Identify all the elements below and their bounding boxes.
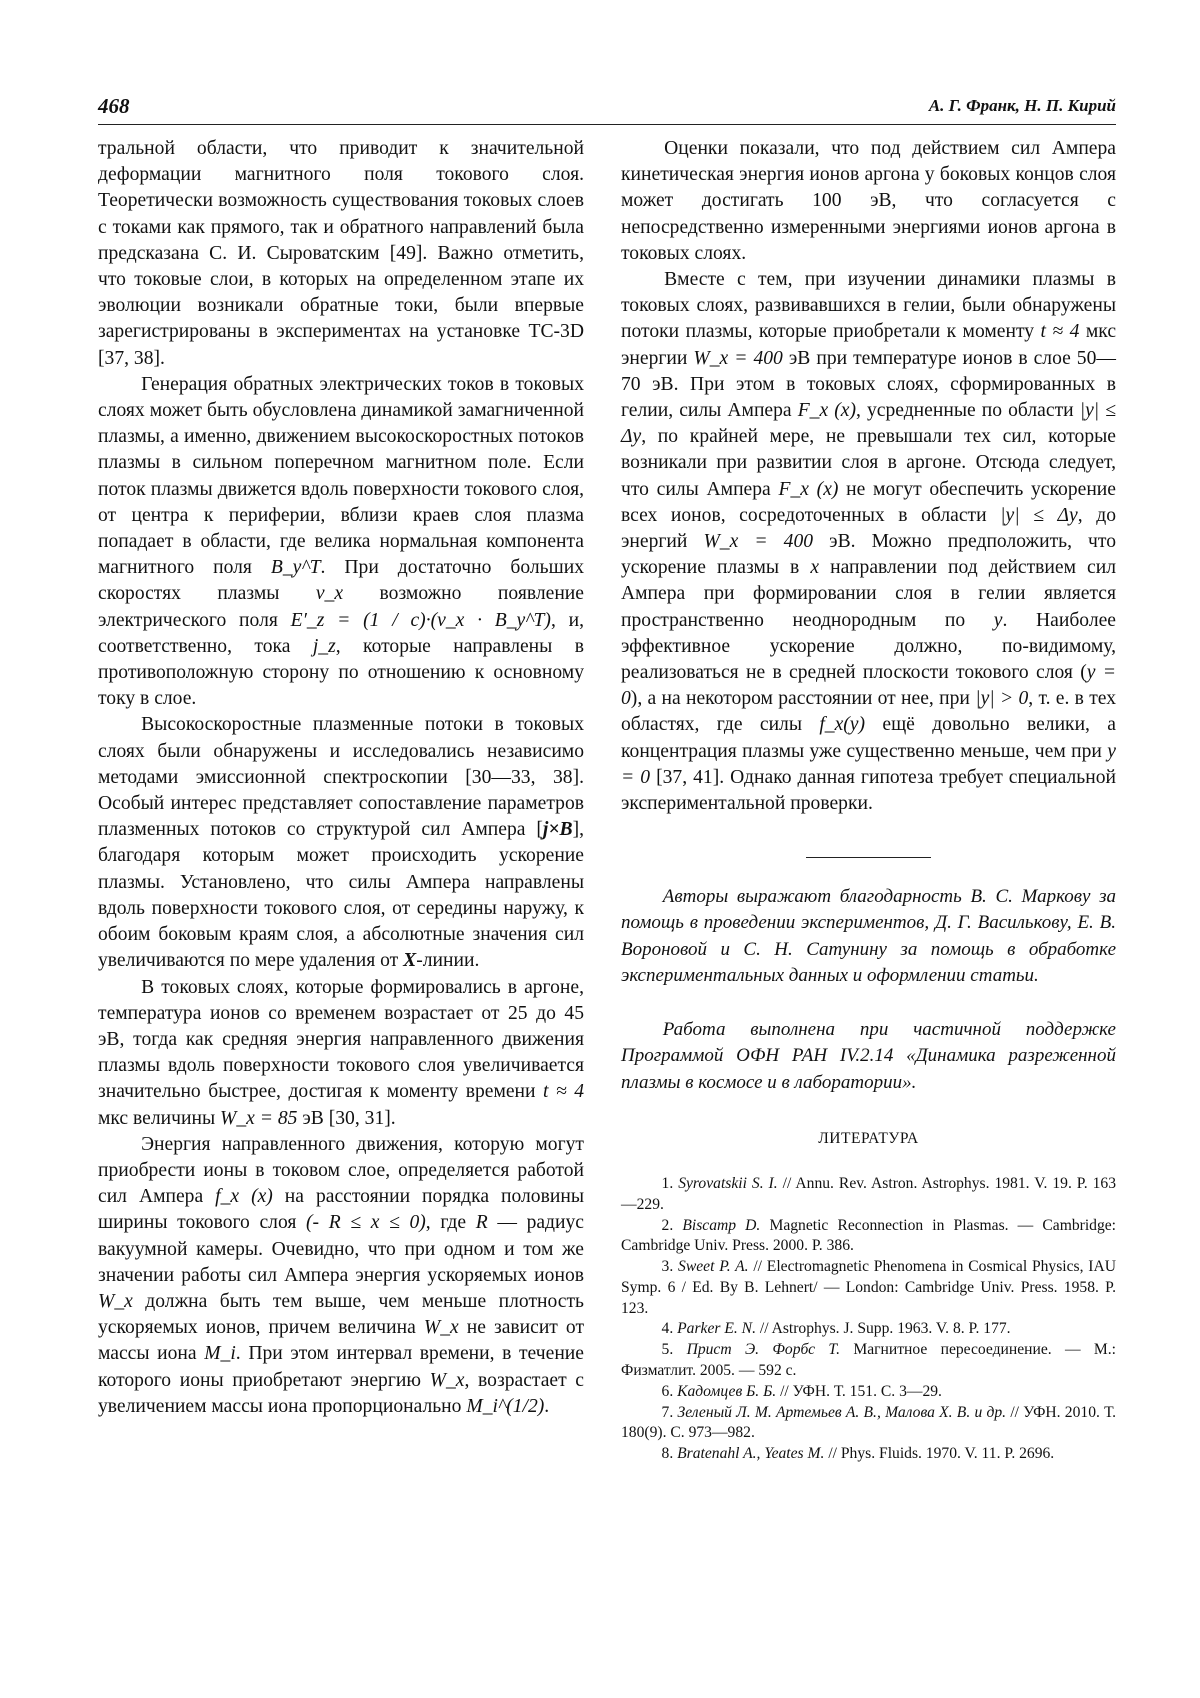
reference-item: 5. Прист Э. Форбс Т. Магнитное пересоединение. — М.: Физматлит. 2005. — 592 с. (621, 1341, 1117, 1380)
right-column (621, 136, 1116, 1465)
formula-time: t ≈ 4 (543, 1081, 584, 1103)
formula-Mi: M_i (204, 1343, 236, 1365)
formula-range: (- R ≤ x ≤ 0) (306, 1212, 426, 1234)
formula-y: y (993, 609, 1003, 631)
left-column (98, 136, 584, 1420)
formula-fx: f_x (x) (215, 1186, 273, 1208)
paragraph-helium: Вместе с тем, при изучении динамики плазмы в токовых слоях, развивавшихся в гелии, были обнаружены потоки плазмы, которые приобретали к моменту t ≈ 4 мкс энергии W_x = 400 эВ при температуре ионов в слое 50—70 эВ. При этом в токовых слоях, сформированных в гелии, силы Ампера F_x (x), усредненные по области |y| ≤ Δy, по крайней мере, не превышали тех сил, которые возникали при развитии слоя в аргоне. Отсюда следует, что силы Ампера F_x (x) не могут обеспечить ускорение всех ионов, сосредоточенных в области |y| ≤ Δy, до энергий W_x = 400 эВ. Можно предположить, что ускорение плазмы в x направлении под действием сил Ампера при формировании слоя в гелии является пространственно неоднородным по y. Наиболее эффективное ускорение должно, по-видимому, реализоваться не в средней плоскости токового слоя (y = 0), а на некотором расстоянии от нее, при |y| > 0, т. е. в тех областях, где силы f_x(y) ещё довольно велики, а концентрация плазмы уже существенно меньше, чем при y = 0 [37, 41]. Однако данная гипотеза требует специальной экспериментальной проверки. (621, 269, 1117, 815)
reference-item: 6. Кадомцев Б. Б. // УФН. Т. 151. С. 3—29. (661, 1382, 942, 1400)
formula-jz: j_z (312, 635, 336, 657)
reference-item: 1. Syrovatskii S. I. // Annu. Rev. Astron. Astrophys. 1981. V. 19. P. 163—229. (621, 1174, 1117, 1213)
formula-region: |y| ≤ Δy (621, 400, 1117, 448)
acknowledgements: Авторы выражают благодарность В. С. Маркову за помощь в проведении экспериментов, Д. Г. Васильковy, Е. В. Вороновой и С. Н. Сатунину за помощь в обработке экспериментальных данных и оформлении статьи. (621, 886, 1116, 986)
formula-energy: W_x = 400 (703, 531, 814, 553)
paragraph-energy: Энергия направленного движения, которую могут приобрести ионы в токовом слое, определяется работой сил Ампера f_x (x) на расстоянии порядка половины ширины токового слоя (- R ≤ x ≤ 0), где R — радиус вакуумной камеры. Очевидно, что при одном и том же значении работы сил Ампера энергия ускоряемых ионов W_x должна быть тем выше, чем меньше плотность ускоряемых ионов, причем величина W_x не зависит от массы иона M_i. При этом интервал времени, в течение которого ионы приобретают энергию W_x, возрастает с увеличением массы иона пропорционально M_i^(1/2). (98, 1133, 585, 1417)
formula-Wx: W_x (429, 1369, 465, 1391)
formula-vx: v_x (315, 583, 344, 605)
references-title: ЛИТЕРАТУРА (818, 1129, 919, 1147)
paragraph-reverse-currents: Генерация обратных электрических токов в токовых слоях может быть обусловлена динамикой замагниченной плазмы, а именно, движением высокоскоростных потоков плазмы в сильном поперечном магнитном поле. Если поток плазмы движется вдоль поверхности токового слоя, от центра к периферии, вблизи краев слоя плазма попадает в области, где велика нормальная компонента магнитного поля B_y^T. При достаточно больших скоростях плазмы v_x возможно появление электрического поля E′_z = (1 / c)·(v_x · B_y^T), и, соответственно, тока j_z, которые направлены в противоположную сторону по отношению к основному току в слое. (98, 373, 585, 710)
formula-y-zero: y = 0 (621, 740, 1116, 788)
formula-fxy: f_x(y) (819, 714, 866, 736)
formula-jxb: j×B (542, 819, 573, 841)
formula-Fx: F_x (x) (797, 400, 856, 422)
formula-By: B_y^T (270, 557, 321, 579)
reference-list (621, 1174, 1116, 1465)
formula-x-line: X (403, 950, 417, 972)
paragraph-estimates: Оценки показали, что под действием сил Ампера кинетическая энергия ионов аргона у боковых концов слоя может достигать 100 эВ, что согласуется с непосредственно измеренными энергиями ионов аргона в токовых слоях. (621, 138, 1116, 264)
formula-x: x (810, 557, 820, 579)
formula-Fx: F_x (x) (778, 478, 839, 500)
formula-energy: W_x = 85 (220, 1107, 298, 1129)
paragraph-argon: В токовых слоях, которые формировались в аргоне, температура ионов со временем возрастает от 25 до 45 эВ, тогда как средняя энергия направленного движения плазмы вдоль поверхности токового слоя увеличивается значительно быстрее, достигая к моменту времени t ≈ 4 мкс величины W_x = 85 эВ [30, 31]. (98, 976, 584, 1129)
reference-item: 4. Parker E. N. // Astrophys. J. Supp. 1963. V. 8. P. 177. (661, 1320, 1011, 1338)
section-separator (806, 857, 931, 858)
reference-item: 2. Biscamp D. Magnetic Reconnection in Plasmas. — Cambridge: Cambridge Univ. Press. 2000. P. 386. (621, 1216, 1117, 1255)
funding-note: Работа выполнена при частичной поддержке Программой ОФН РАН IV.2.14 «Динамика разреженной плазмы в космосе и в лаборатории». (621, 1019, 1116, 1093)
formula-Wx: W_x (98, 1290, 133, 1312)
formula-y-positive: |y| > 0 (975, 688, 1029, 710)
running-authors: А. Г. Франк, Н. П. Кирий (928, 96, 1116, 115)
reference-item: 3. Sweet P. A. // Electromagnetic Phenomena in Cosmical Physics, IAU Symp. 6 / Ed. By B. Lehnert/ — London: Cambridge Univ. Press. 1958. P. 123. (621, 1258, 1117, 1317)
formula-electric-field: E′_z = (1 / c)·(v_x · B_y^T) (290, 609, 551, 631)
formula-Wx: W_x (423, 1317, 459, 1339)
formula-y-zero: y = 0 (621, 662, 1116, 710)
paragraph-continued: тральной области, что приводит к значительной деформации магнитного поля токового слоя. Теоретически возможность существования токовых слоев с токами как прямого, так и обратного направлений была предсказана С. И. Сыроватским [49]. Важно отметить, что токовые слои, в которых на определенном этапе их эволюции возникали обратные токи, были впервые зарегистрированы в экспериментах на установке ТС-3D [37, 38]. (98, 138, 584, 369)
formula-Mi-half: M_i^(1/2) (466, 1395, 545, 1417)
formula-time: t ≈ 4 (1040, 321, 1080, 343)
reference-item: 7. Зеленый Л. М. Артемьев А. В., Малова Х. В. и др. // УФН. 2010. Т. 180(9). С. 973—982. (621, 1403, 1116, 1442)
running-header (98, 94, 1116, 125)
page-number: 468 (98, 94, 130, 118)
reference-item: 8. Bratenahl A., Yeates M. // Phys. Fluids. 1970. V. 11. P. 2696. (661, 1445, 1055, 1463)
formula-region: |y| ≤ Δy (1000, 504, 1078, 526)
paragraph-plasma-flows: Высокоскоростные плазменные потоки в токовых слоях были обнаружены и исследовались независимо методами эмиссионной спектроскопии [30—33, 38]. Особый интерес представляет сопоставление параметров плазменных потоков со структурой сил Ампера [j×B], благодаря которым может происходить ускорение плазмы. Установлено, что силы Ампера направлены вдоль поверхности токового слоя, от середины наружу, к обоим боковым краям слоя, а абсолютные значения сил увеличиваются по мере удаления от X-линии. (98, 714, 584, 972)
formula-R: R (475, 1212, 488, 1234)
formula-energy: W_x = 400 (693, 347, 783, 369)
